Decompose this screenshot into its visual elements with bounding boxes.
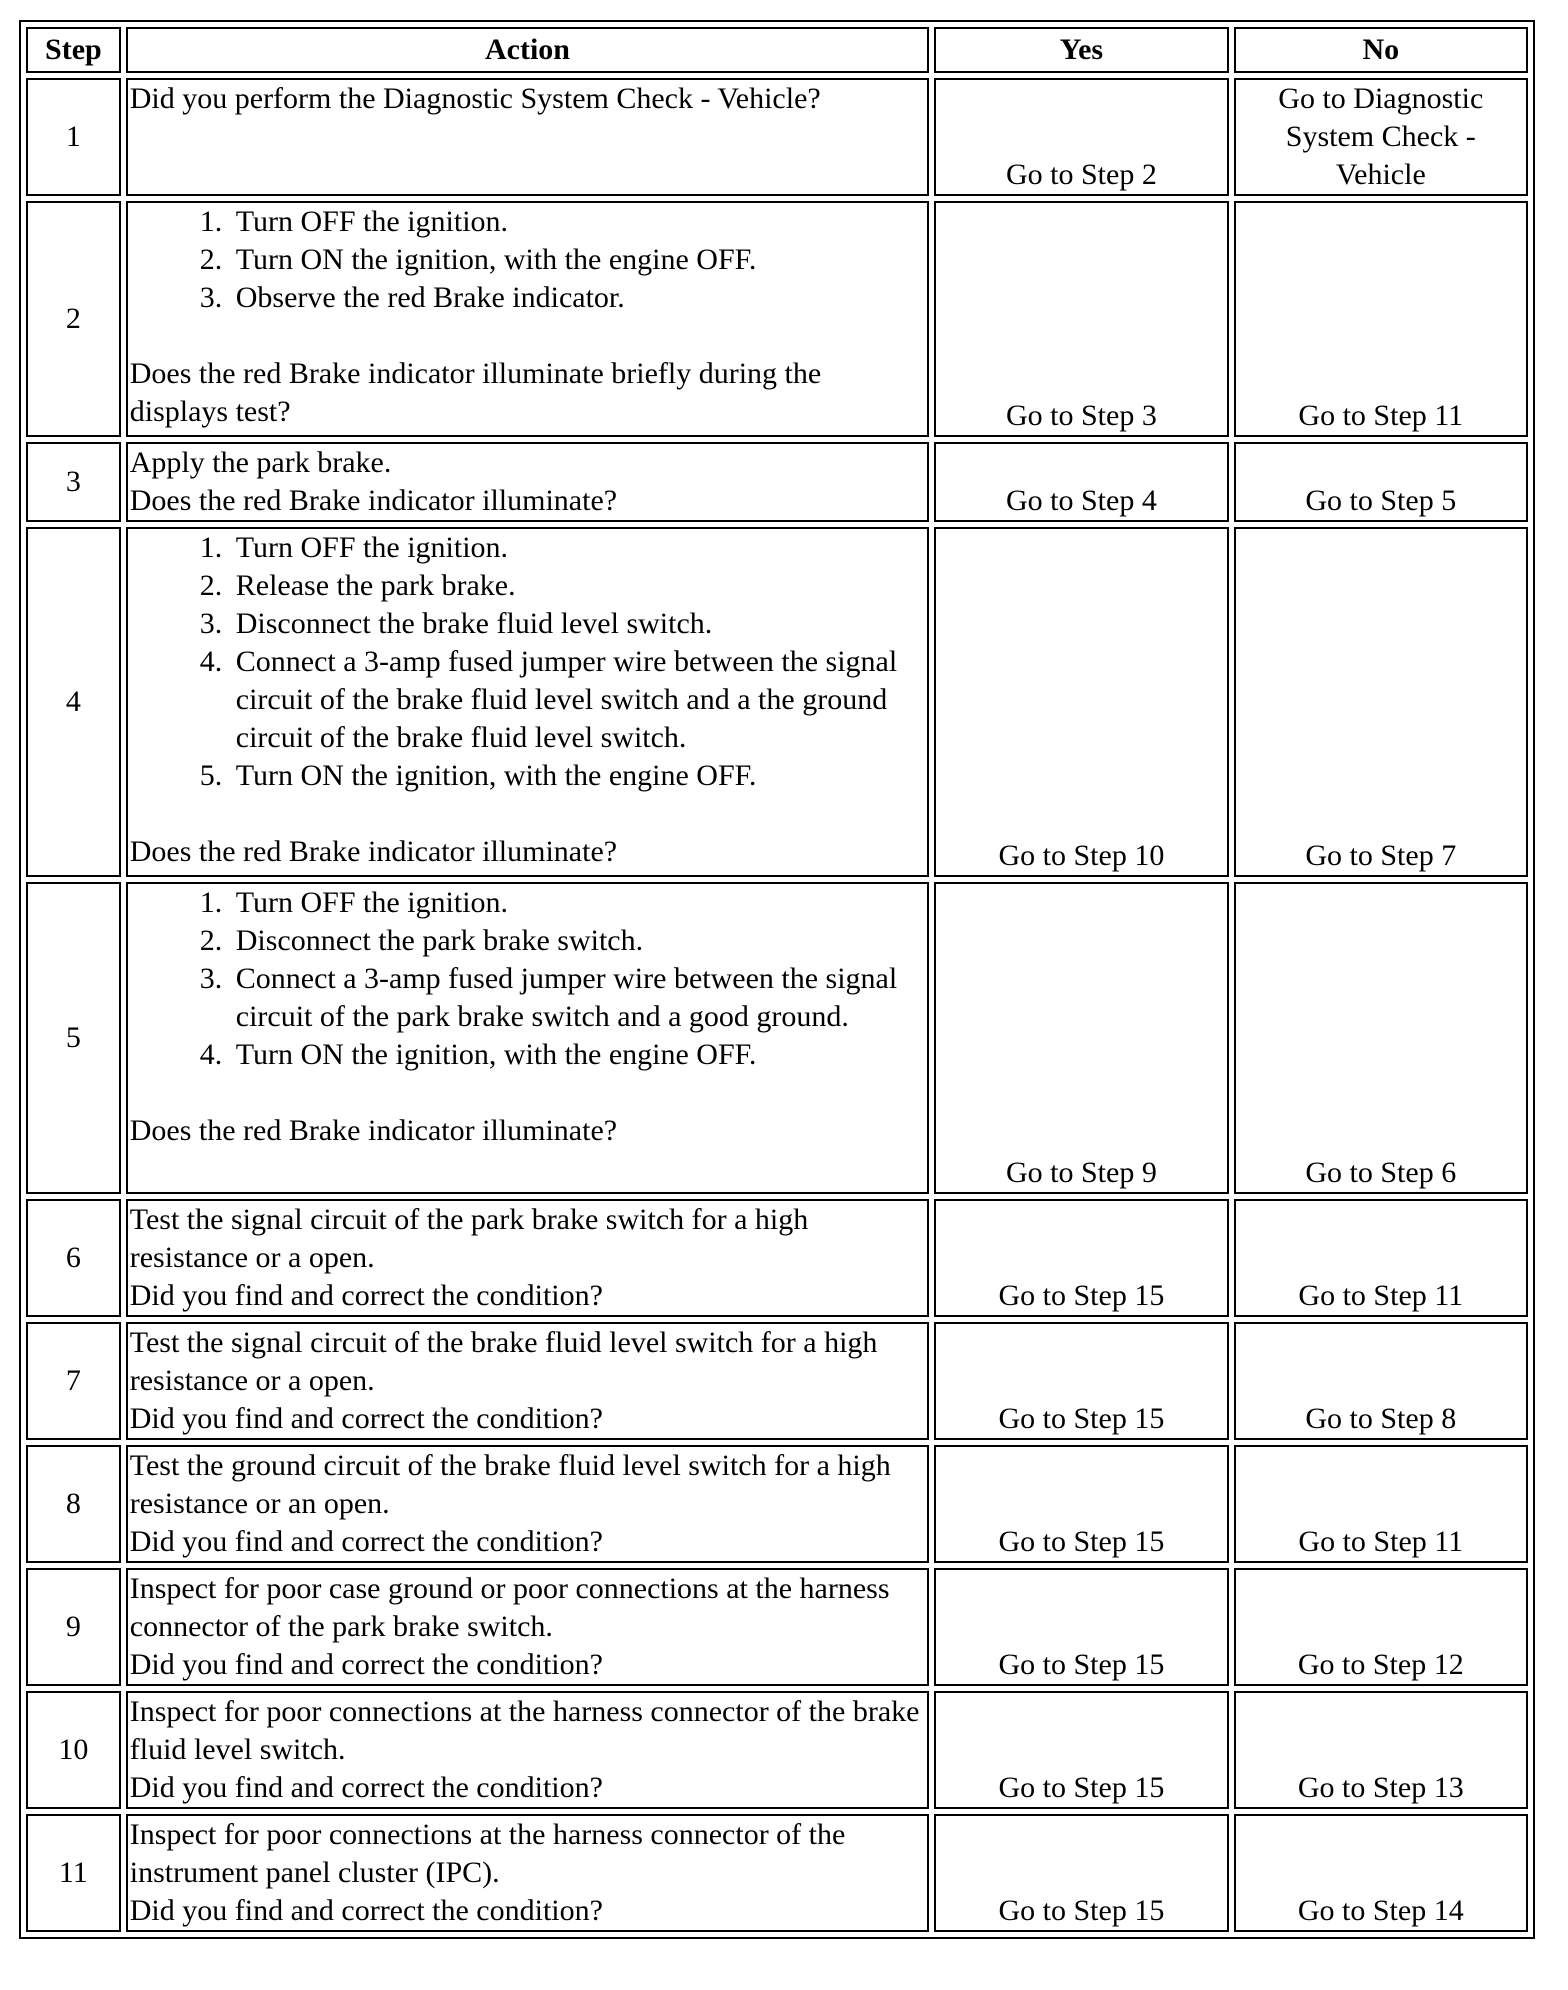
action-text: Test the signal circuit of the brake fluid level switch for a high resistance or a open.	[129, 1326, 878, 1397]
action-cell	[126, 78, 929, 196]
action-step: 4. Turn ON the ignition, with the engine OFF.	[230, 1036, 925, 1074]
action-step: 5. Turn ON the ignition, with the engine OFF.	[230, 757, 925, 795]
step-number: 7	[26, 1322, 121, 1440]
no-result: Go to Step 11	[1234, 1445, 1528, 1563]
no-result	[1234, 78, 1528, 196]
action-steps	[130, 529, 925, 795]
action-step: 2. Disconnect the park brake switch.	[230, 922, 925, 960]
yes-result: Go to Step 15	[934, 1322, 1228, 1440]
action-text: Test the signal circuit of the park brake switch for a high resistance or a open.	[129, 1203, 809, 1274]
yes-result: Go to Step 15	[934, 1691, 1228, 1809]
action-step: 1. Turn OFF the ignition.	[230, 203, 925, 241]
action-text: Inspect for poor case ground or poor connections at the harness connector of the park brake switch.	[129, 1572, 890, 1643]
no-result: Go to Step 11	[1234, 1199, 1528, 1317]
action-question: Did you find and correct the condition?	[129, 1279, 603, 1312]
no-result: Go to Step 5	[1234, 442, 1528, 522]
action-cell	[126, 201, 929, 437]
action-text: Inspect for poor connections at the harness connector of the instrument panel cluster (IPC).	[129, 1818, 846, 1889]
action-step: 2. Release the park brake.	[230, 567, 925, 605]
table-row	[26, 1814, 1528, 1932]
action-cell	[126, 442, 929, 522]
action-cell	[126, 1568, 929, 1686]
table-row	[26, 442, 1528, 522]
step-number: 11	[26, 1814, 121, 1932]
header-yes: Yes	[934, 27, 1228, 73]
action-question: Did you find and correct the condition?	[129, 1525, 603, 1558]
step-number: 2	[26, 201, 121, 437]
diagnostic-table	[19, 20, 1535, 1939]
action-question: Does the red Brake indicator illuminate briefly during the displays test?	[129, 357, 822, 428]
no-result: Go to Step 14	[1234, 1814, 1528, 1932]
no-result: Go to Step 12	[1234, 1568, 1528, 1686]
table-row	[26, 1568, 1528, 1686]
table-row	[26, 1199, 1528, 1317]
action-text: Inspect for poor connections at the harness connector of the brake fluid level switch.	[129, 1695, 920, 1766]
yes-result: Go to Step 15	[934, 1568, 1228, 1686]
yes-result: Go to Step 3	[934, 201, 1228, 437]
step-number: 8	[26, 1445, 121, 1563]
action-text: Apply the park brake.	[129, 446, 392, 479]
table-row	[26, 1445, 1528, 1563]
step-number: 5	[26, 882, 121, 1194]
action-question: Did you perform the Diagnostic System Check - Vehicle?	[129, 82, 821, 115]
action-text: Test the ground circuit of the brake fluid level switch for a high resistance or an open.	[129, 1449, 891, 1520]
table-row	[26, 527, 1528, 877]
action-step: 3. Observe the red Brake indicator.	[230, 279, 925, 317]
step-number: 4	[26, 527, 121, 877]
no-result-line: System Check -	[1285, 120, 1476, 153]
yes-result: Go to Step 4	[934, 442, 1228, 522]
action-step: 1. Turn OFF the ignition.	[230, 884, 925, 922]
step-number: 9	[26, 1568, 121, 1686]
action-step: 1. Turn OFF the ignition.	[230, 529, 925, 567]
action-cell	[126, 1814, 929, 1932]
action-step: 3. Disconnect the brake fluid level switch.	[230, 605, 925, 643]
yes-result: Go to Step 15	[934, 1199, 1228, 1317]
action-steps	[130, 884, 925, 1074]
action-cell	[126, 882, 929, 1194]
no-result-line: Vehicle	[1335, 158, 1426, 191]
header-row	[26, 27, 1528, 73]
no-result: Go to Step 7	[1234, 527, 1528, 877]
yes-result: Go to Step 15	[934, 1445, 1228, 1563]
action-question: Does the red Brake indicator illuminate?	[129, 484, 618, 517]
action-step: 3. Connect a 3-amp fused jumper wire between the signal circuit of the park brake switch and a good ground.	[230, 960, 925, 1036]
action-question: Does the red Brake indicator illuminate?	[129, 835, 618, 868]
no-result: Go to Step 8	[1234, 1322, 1528, 1440]
action-steps	[130, 203, 925, 317]
action-cell	[126, 1445, 929, 1563]
header-step: Step	[26, 27, 121, 73]
action-cell	[126, 1691, 929, 1809]
no-result: Go to Step 6	[1234, 882, 1528, 1194]
step-number: 6	[26, 1199, 121, 1317]
table-row	[26, 201, 1528, 437]
action-step: 2. Turn ON the ignition, with the engine OFF.	[230, 241, 925, 279]
action-question: Did you find and correct the condition?	[129, 1402, 603, 1435]
action-question: Did you find and correct the condition?	[129, 1894, 603, 1927]
header-no: No	[1234, 27, 1528, 73]
table-row	[26, 1322, 1528, 1440]
no-result: Go to Step 13	[1234, 1691, 1528, 1809]
yes-result: Go to Step 9	[934, 882, 1228, 1194]
table-row	[26, 882, 1528, 1194]
step-number: 1	[26, 78, 121, 196]
action-question: Did you find and correct the condition?	[129, 1771, 603, 1804]
table-row	[26, 78, 1528, 196]
action-cell	[126, 527, 929, 877]
action-cell	[126, 1322, 929, 1440]
header-action: Action	[126, 27, 929, 73]
step-number: 10	[26, 1691, 121, 1809]
table-row	[26, 1691, 1528, 1809]
yes-result: Go to Step 15	[934, 1814, 1228, 1932]
no-result: Go to Step 11	[1234, 201, 1528, 437]
action-question: Did you find and correct the condition?	[129, 1648, 603, 1681]
action-step: 4. Connect a 3-amp fused jumper wire between the signal circuit of the brake fluid level switch and a the ground circuit of the brake fluid level switch.	[230, 643, 925, 757]
no-result-line: Go to Diagnostic	[1278, 82, 1484, 115]
yes-result: Go to Step 10	[934, 527, 1228, 877]
action-cell	[126, 1199, 929, 1317]
yes-result: Go to Step 2	[934, 78, 1228, 196]
action-question: Does the red Brake indicator illuminate?	[129, 1114, 618, 1147]
step-number: 3	[26, 442, 121, 522]
